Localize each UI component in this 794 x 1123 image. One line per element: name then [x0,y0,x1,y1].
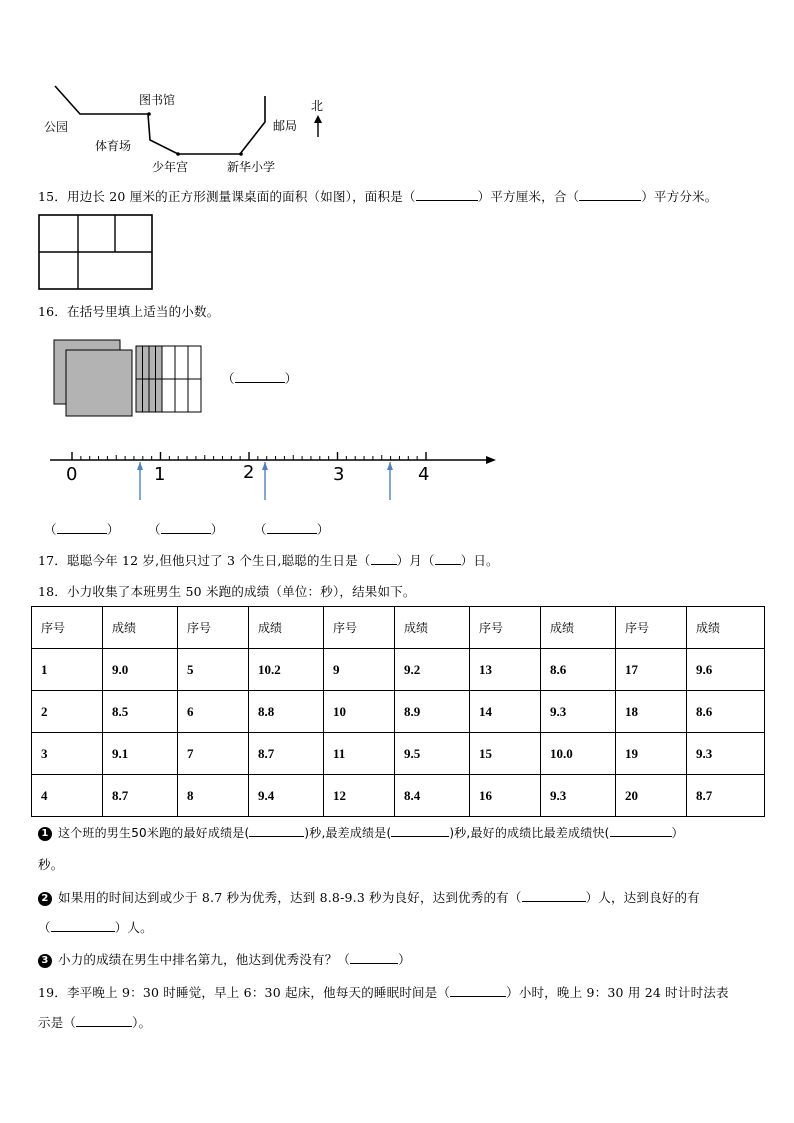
table-cell: 9.6 [687,649,765,691]
youth-palace-point [176,152,180,156]
q16-line-answer-2 [148,520,223,538]
table-cell: 9.3 [687,733,765,775]
q17-day-blank[interactable] [435,554,461,565]
number-line-label-2: 2 [243,462,255,483]
q18-diff-blank[interactable] [610,826,672,837]
table-cell: 13 [470,649,541,691]
header-cell: 序号 [178,607,249,649]
circled-number-2-icon: 2 [38,892,52,906]
q16-line-blank-1[interactable] [57,523,107,534]
q17-month-blank[interactable] [371,554,397,565]
q15-text-b: ）平方厘米，合（ [477,189,580,204]
table-cell: 17 [616,649,687,691]
table-cell: 12 [324,775,395,817]
table-cell: 10.0 [541,733,616,775]
q15-answer-blank-1[interactable] [416,190,478,201]
table-cell: 8 [178,775,249,817]
q16-line-answer-3 [254,520,329,538]
q16-line-answer-1 [44,520,119,538]
library-point [147,112,151,116]
table-cell: 8.7 [103,775,178,817]
circled-number-3-icon: 3 [38,954,52,968]
header-cell: 成绩 [103,607,178,649]
table-header-row [32,607,765,649]
circled-number-1-icon: 1 [38,827,52,841]
q16-line-blank-2[interactable] [161,523,211,534]
map-label-youth-palace: 少年宫 [152,160,189,174]
q18-sub-2 [38,888,700,906]
table-cell: 7 [178,733,249,775]
table-cell: 8.8 [249,691,324,733]
table-row [32,649,765,691]
header-cell: 序号 [470,607,541,649]
table-cell: 10.2 [249,649,324,691]
q19-24h-blank[interactable] [76,1016,132,1027]
number-line-label-4: 4 [418,464,430,485]
table-row [32,733,765,775]
table-cell: 10 [324,691,395,733]
q18-excellent-blank[interactable] [522,891,586,902]
header-cell: 成绩 [541,607,616,649]
table-cell: 3 [32,733,103,775]
table-cell: 18 [616,691,687,733]
table-cell: 9 [324,649,395,691]
q18-sub-3 [38,950,411,968]
table-cell: 9.0 [103,649,178,691]
table-cell: 9.3 [541,691,616,733]
header-cell: 成绩 [395,607,470,649]
header-cell: 成绩 [249,607,324,649]
header-cell: 序号 [324,607,395,649]
q18-sub-1-cont: 秒。 [38,857,64,872]
question-19-cont [38,1013,151,1031]
q18-sub2-text-d: ）人。 [114,920,153,935]
q18-rank-blank[interactable] [350,953,398,964]
number-line-figure [40,440,500,510]
decimal-blocks-figure [50,336,205,418]
number-line-label-3: 3 [333,464,345,485]
paren-open: （ [254,522,267,537]
q17-text-b: ）月（ [396,553,435,568]
question-19 [38,983,729,1001]
table-cell: 9.3 [541,775,616,817]
table-cell: 8.7 [249,733,324,775]
table-cell: 16 [470,775,541,817]
header-cell: 序号 [616,607,687,649]
q15-text-a: 15．用边长 20 厘米的正方形测量课桌面的面积（如图），面积是（ [38,189,416,204]
paren-close: ） [284,371,298,386]
q15-text-c: ）平方分米。 [641,189,718,204]
paren-open: （ [44,522,57,537]
q18-sub-2-cont [38,918,153,936]
table-cell: 4 [32,775,103,817]
q16-blocks-blank[interactable] [235,372,285,383]
q18-sub-1 [38,824,684,841]
number-line-label-0: 0 [66,464,78,485]
table-cell: 1 [32,649,103,691]
question-16-title: 16．在括号里填上适当的小数。 [38,304,220,319]
number-line-label-1: 1 [154,464,166,485]
table-cell: 2 [32,691,103,733]
q18-sub2-text-c: （ [38,920,51,935]
table-cell: 8.6 [541,649,616,691]
q18-sub3-text-b: ） [398,952,411,967]
map-label-post-office: 邮局 [273,119,298,133]
q16-blocks-answer [222,369,297,387]
table-cell: 15 [470,733,541,775]
q18-sub1-text-c: )秒,最好的成绩比最差成绩快( [449,826,610,840]
tenths-grid [136,346,201,412]
q18-sub1-text-b: )秒,最差成绩是( [304,826,392,840]
table-cell: 6 [178,691,249,733]
number-line-ticks [72,452,426,460]
header-cell: 序号 [32,607,103,649]
paren-close: ） [106,522,120,537]
table-cell: 8.9 [395,691,470,733]
q17-text-c: ）日。 [460,553,499,568]
header-cell: 成绩 [687,607,765,649]
q18-sub3-text-a: 小力的成绩在男生中排名第九，他达到优秀没有？（ [58,952,351,967]
q17-text-a: 17．聪聪今年 12 岁,但他只过了 3 个生日,聪聪的生日是（ [38,553,371,568]
scores-table [31,606,765,817]
q18-sub1-text-a: 这个班的男生50米跑的最好成绩是( [58,826,250,840]
q19-text-a: 19．李平晚上 9：30 时睡觉，早上 6：30 起床，他每天的睡眠时间是（ [38,985,451,1000]
number-line-arrow-icon [486,456,496,464]
desk-grid-figure [38,214,154,292]
q19-hours-blank[interactable] [450,986,506,997]
table-cell: 8.4 [395,775,470,817]
table-cell: 14 [470,691,541,733]
q18-good-blank[interactable] [51,921,115,932]
q19-text-c: 示是（ [38,1015,77,1030]
map-label-library: 图书馆 [139,93,176,107]
table-cell: 9.4 [249,775,324,817]
map-label-stadium: 体育场 [95,139,132,153]
q18-worst-blank[interactable] [391,826,449,837]
north-arrow-head-icon [314,115,322,123]
q16-line-blank-3[interactable] [267,523,317,534]
table-cell: 11 [324,733,395,775]
q15-answer-blank-2[interactable] [579,190,641,201]
q18-sub2-text-a: 如果用的时间达到或少于 8.7 秒为优秀，达到 8.8-9.3 秒为良好，达到优秀的有（ [58,890,522,905]
table-cell: 5 [178,649,249,691]
q18-best-blank[interactable] [249,826,304,837]
paren-close: ） [316,522,330,537]
table-cell: 8.6 [687,691,765,733]
paren-open: （ [222,371,235,386]
question-17 [38,551,499,569]
q19-text-d: ）。 [132,1015,152,1030]
table-row [32,691,765,733]
map-label-north: 北 [311,99,324,113]
pointer-1-arrow-icon [137,462,143,470]
q19-text-b: ）小时，晚上 9：30 用 24 时计时法表 [506,985,729,1000]
xinhua-point [239,152,243,156]
table-cell: 20 [616,775,687,817]
table-cell: 9.5 [395,733,470,775]
q18-sub1-text-d: ） [671,826,684,840]
table-cell: 8.5 [103,691,178,733]
question-15 [38,187,717,205]
question-18-title: 18．小力收集了本班男生 50 米跑的成绩（单位：秒），结果如下。 [38,584,416,599]
table-cell: 9.2 [395,649,470,691]
pointer-3-arrow-icon [387,462,393,470]
map-label-park: 公园 [44,120,69,134]
table-cell: 19 [616,733,687,775]
paren-open: （ [148,522,161,537]
map-label-xinhua-school: 新华小学 [227,160,276,174]
paren-close: ） [210,522,224,537]
table-row [32,775,765,817]
table-cell: 8.7 [687,775,765,817]
q18-sub2-text-b: ）人，达到良好的有 [585,890,700,905]
table-cell: 9.1 [103,733,178,775]
pointer-2-arrow-icon [262,462,268,470]
